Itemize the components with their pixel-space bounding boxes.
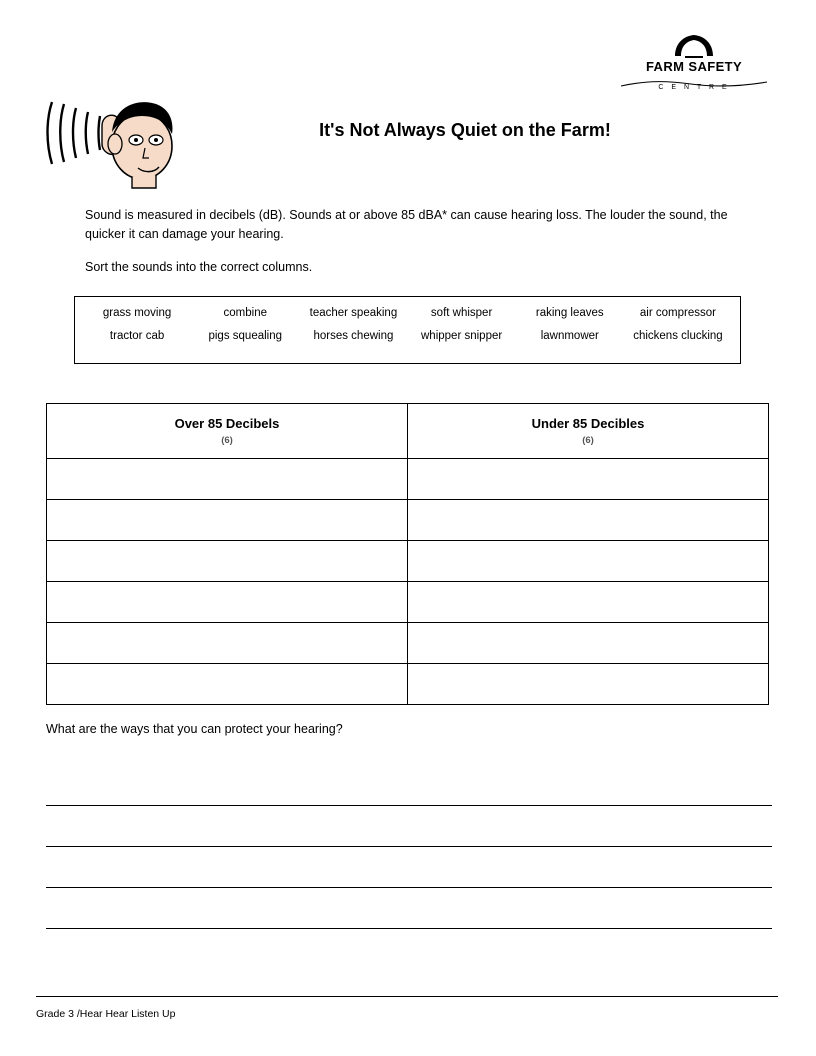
table-row: [47, 582, 769, 623]
answer-line[interactable]: [46, 888, 772, 929]
column-header-under-85: [408, 404, 769, 459]
answer-cell-over[interactable]: [47, 664, 408, 705]
answer-cell-under[interactable]: [408, 623, 769, 664]
logo-name: FARM SAFETY: [645, 59, 743, 74]
answer-cell-under[interactable]: [408, 582, 769, 623]
answer-cell-over[interactable]: [47, 541, 408, 582]
table-row: [47, 541, 769, 582]
column-header-count: (6): [582, 435, 594, 446]
word-bank-item: air compressor: [639, 307, 716, 319]
column-header-count: (6): [221, 435, 233, 446]
intro-paragraph: Sound is measured in decibels (dB). Sounds at or above 85 dBA* can cause hearing loss. The louder the sound, the quicker it can damage your hearing.: [85, 208, 728, 242]
word-bank-item: raking leaves: [535, 307, 604, 319]
table-row: [47, 664, 769, 705]
barn-roof-icon: [671, 32, 717, 58]
hand-to-ear-listening-icon: [44, 82, 184, 192]
answer-line[interactable]: [46, 765, 772, 806]
answer-cell-under[interactable]: [408, 459, 769, 500]
answer-line[interactable]: [46, 806, 772, 847]
footer-divider: [36, 996, 778, 997]
word-bank-item: horses chewing: [313, 330, 394, 342]
word-bank-row: [83, 330, 732, 342]
table-row: [47, 500, 769, 541]
word-bank-item: whipper snipper: [421, 330, 503, 342]
logo-subtitle: C E N T R E: [658, 84, 730, 92]
answer-cell-over[interactable]: [47, 582, 408, 623]
word-bank-item: pigs squealing: [208, 330, 283, 342]
word-bank-item: teacher speaking: [309, 307, 398, 319]
instruction-text: Sort the sounds into the correct columns.: [85, 260, 313, 274]
column-header-label: Under 85 Decibles: [531, 416, 645, 431]
column-header-label: Over 85 Decibels: [174, 416, 280, 431]
word-bank: [74, 296, 741, 364]
footer-text: Grade 3 /Hear Hear Listen Up: [36, 1008, 176, 1020]
answer-cell-under[interactable]: [408, 500, 769, 541]
question-text: What are the ways that you can protect your hearing?: [46, 722, 343, 736]
sorting-table: [46, 403, 769, 705]
answer-cell-over[interactable]: [47, 459, 408, 500]
word-bank-row: [83, 307, 732, 319]
answer-cell-over[interactable]: [47, 500, 408, 541]
farm-safety-centre-logo: [614, 32, 774, 91]
answer-cell-under[interactable]: [408, 541, 769, 582]
word-bank-item: grass moving: [102, 307, 172, 319]
answer-lines: [46, 765, 772, 929]
table-row: [47, 459, 769, 500]
answer-line[interactable]: [46, 847, 772, 888]
word-bank-item: combine: [223, 307, 267, 319]
page-title: It's Not Always Quiet on the Farm!: [319, 120, 611, 140]
word-bank-item: lawnmower: [540, 330, 599, 342]
answer-cell-under[interactable]: [408, 664, 769, 705]
word-bank-item: soft whisper: [430, 307, 493, 319]
word-bank-item: chickens clucking: [633, 330, 723, 342]
answer-cell-over[interactable]: [47, 623, 408, 664]
table-row: [47, 623, 769, 664]
table-header-row: [47, 404, 769, 459]
word-bank-item: tractor cab: [109, 330, 165, 342]
logo-swoosh-icon: [614, 75, 774, 83]
column-header-over-85: [47, 404, 408, 459]
